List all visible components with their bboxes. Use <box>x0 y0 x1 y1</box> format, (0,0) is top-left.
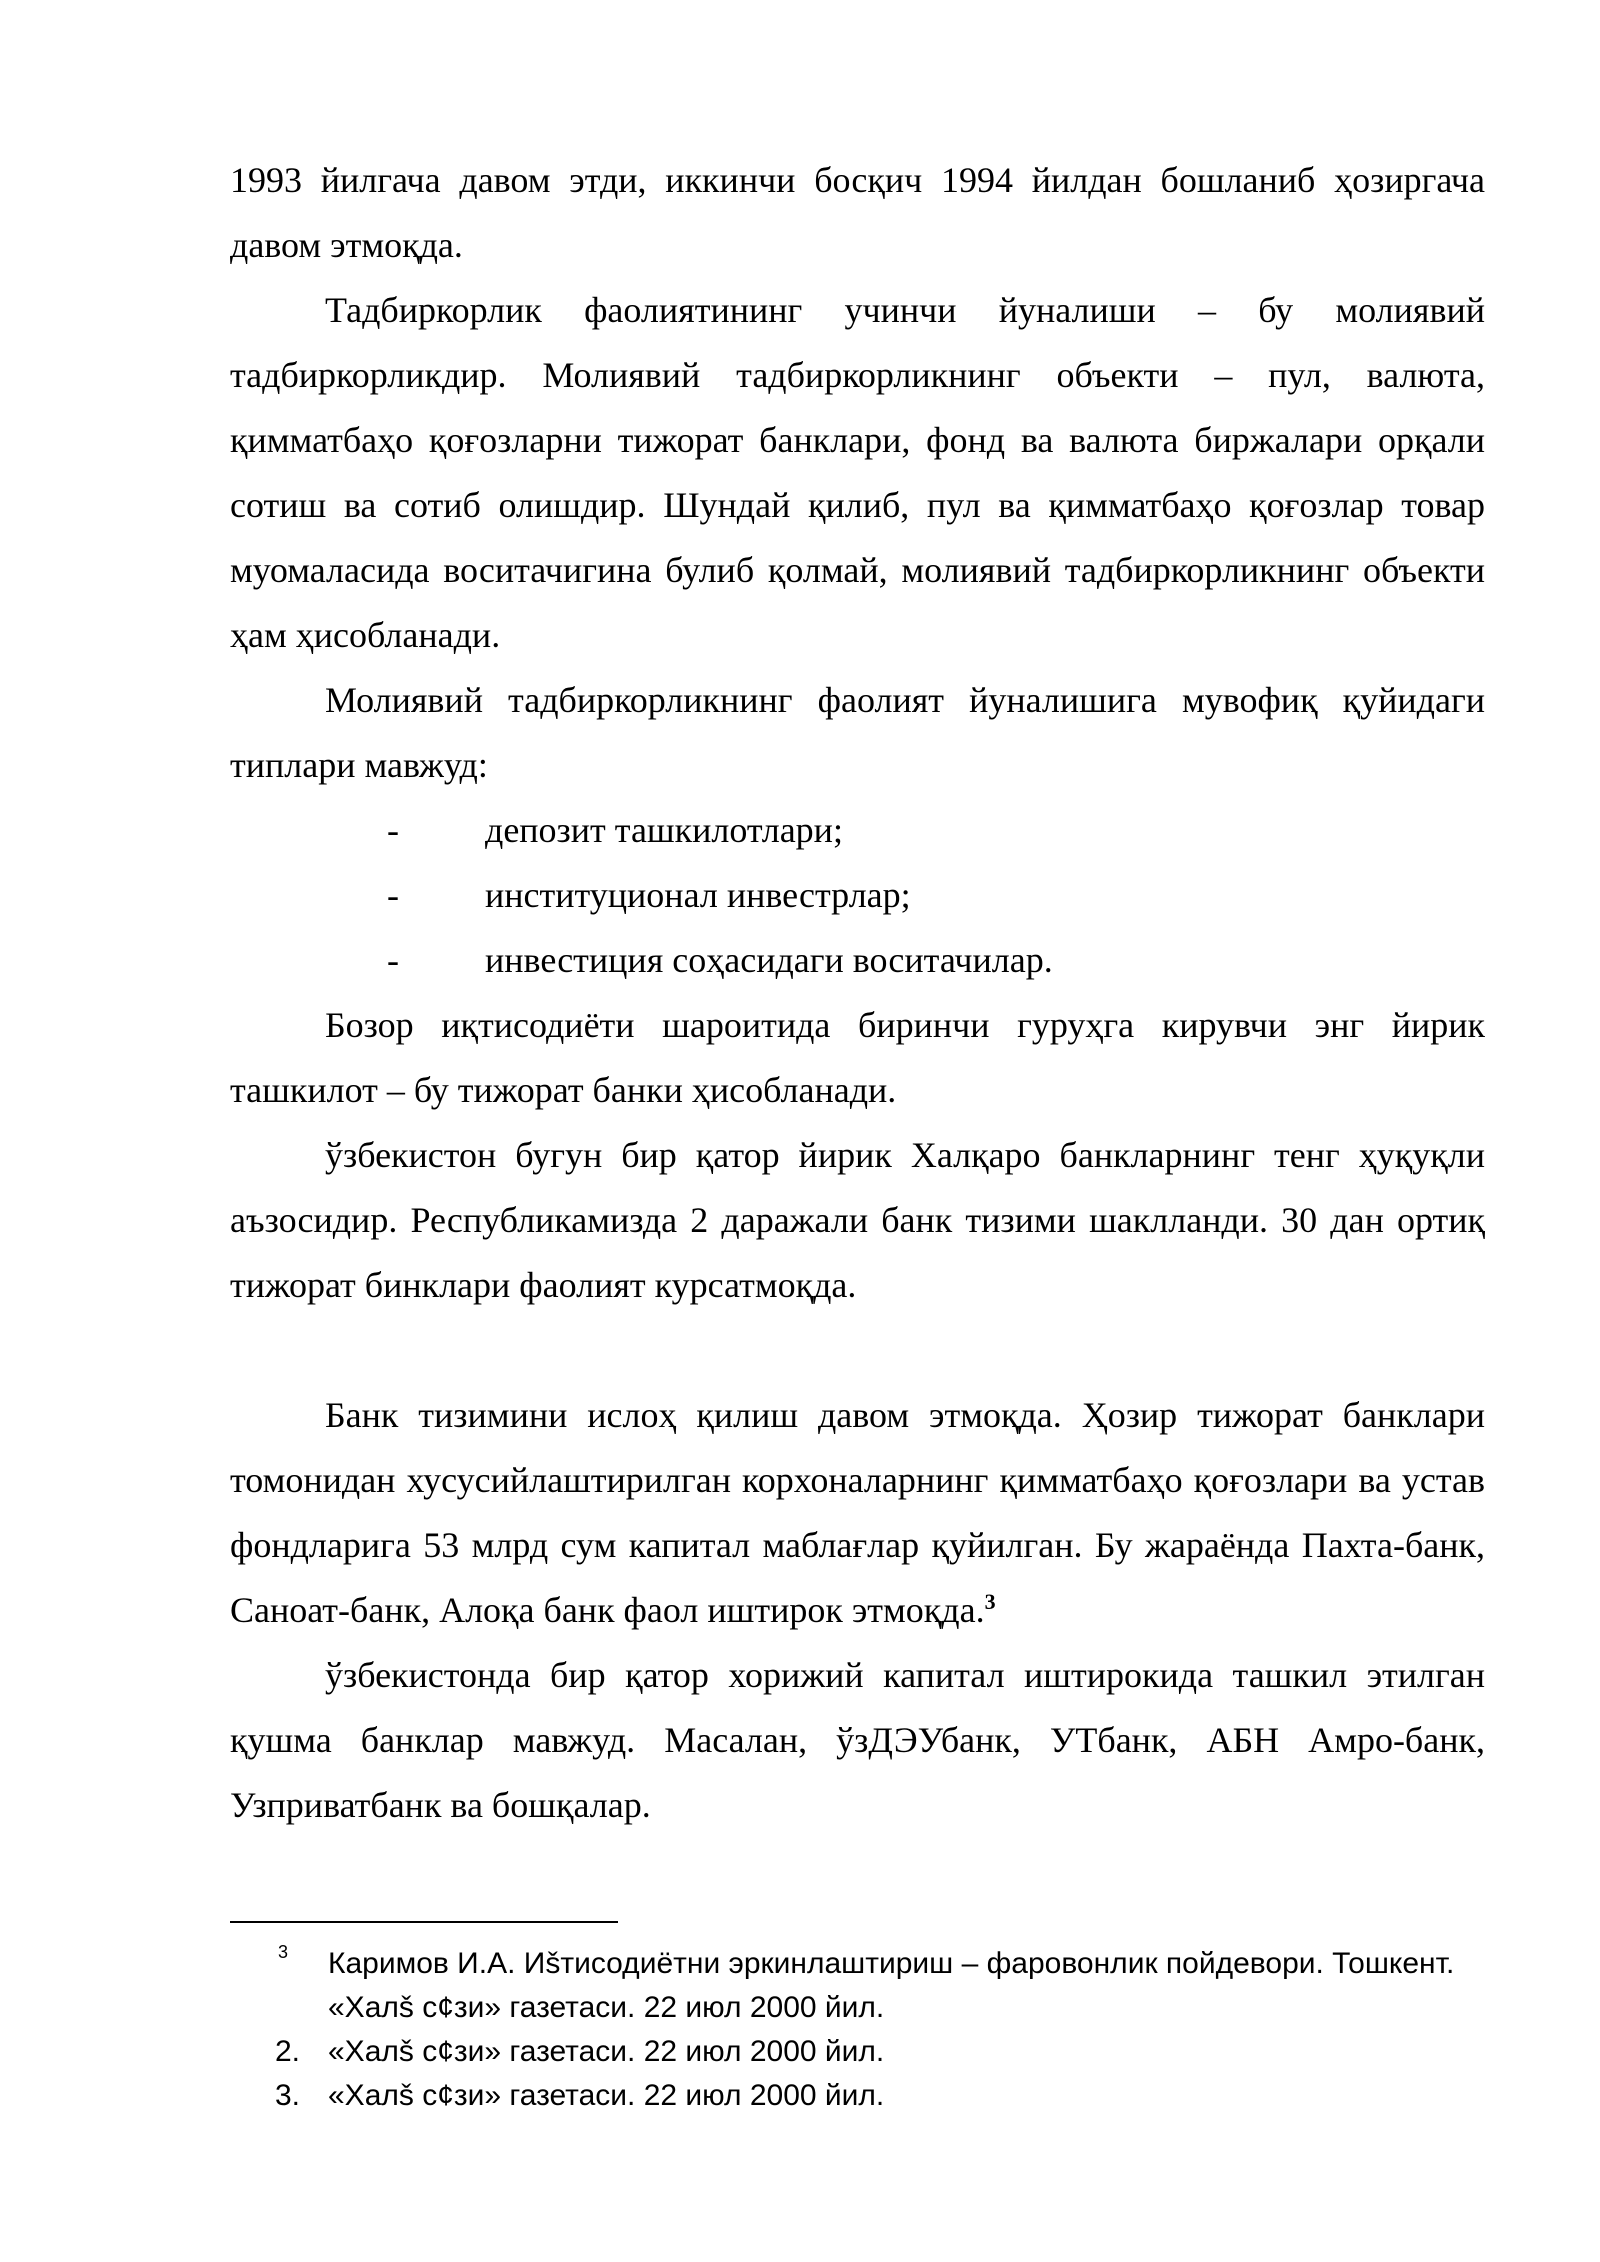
list-dash: - <box>387 940 399 980</box>
footnotes <box>230 1942 1490 2118</box>
paragraph-5: ўзбекистон бугун бир қатор йирик Халқаро банкларнинг тенг ҳуқуқли аъзосидир. Республикамизда 2 даражали банк тизими шаклланди. 30 дан ортиқ тижорат бинклари фаолият курсатмоқда. <box>230 1135 1485 1305</box>
footnote-separator <box>230 1921 618 1923</box>
list-item <box>230 928 1485 993</box>
footnote-item <box>230 2074 1490 2118</box>
footnote-text: «Халš с¢зи» газетаси. 22 июл 2000 йил. <box>328 2079 885 2112</box>
paragraph-4: Бозор иқтисодиёти шароитида биринчи гуруҳга кирувчи энг йирик ташкилот – бу тижорат банки ҳисобланади. <box>230 1005 1485 1110</box>
paragraph-2: Тадбиркорлик фаолиятининг учинчи йуналиши – бу молиявий тадбиркорликдир. Молиявий тадбиркорликнинг объекти – пул, валюта, қимматбаҳо қоғозларни тижорат банклари, фонд ва валюта биржалари орқали сотиш ва сотиб олишдир. Шундай қилиб, пул ва қимматбаҳо қоғозлар товар муомаласида воситачигина булиб қолмай, молиявий тадбиркорликнинг объекти ҳам ҳисобланади. <box>230 290 1485 655</box>
footnote-reference[interactable]: 3 <box>984 1589 996 1614</box>
paragraph-6 <box>230 1383 1485 1643</box>
list-item-text: институционал инвестрлар; <box>485 875 911 915</box>
bullet-list <box>230 798 1485 993</box>
paragraph-3: Молиявий тадбиркорликнинг фаолият йуналишига мувофиқ қуйидаги типлари мавжуд: <box>230 680 1485 785</box>
list-item-text: депозит ташкилотлари; <box>485 810 843 850</box>
footnote-item <box>230 1942 1490 2030</box>
footnote-text: «Халš с¢зи» газетаси. 22 июл 2000 йил. <box>328 2035 885 2068</box>
list-dash: - <box>387 875 399 915</box>
footnote-marker: 3. <box>275 2079 301 2112</box>
list-item <box>230 863 1485 928</box>
footnote-marker: 3 <box>278 1942 289 1962</box>
body-text <box>230 148 1485 1838</box>
footnote-marker: 2. <box>275 2035 301 2068</box>
paragraph-1: 1993 йилгача давом этди, иккинчи босқич 1994 йилдан бошланиб ҳозиргача давом этмоқда. <box>230 160 1485 265</box>
paragraph-6-text: Банк тизимини ислоҳ қилиш давом этмоқда. Ҳозир тижорат банклари томонидан хусусийлаштирилган корхоналарнинг қимматбаҳо қоғозлари ва устав фондларига 53 млрд сум капитал маблағлар қуйилган. Бу жараёнда Пахта-банк, Саноат-банк, Алоқа банк фаол иштирок этмоқда. <box>230 1395 1485 1630</box>
paragraph-7: ўзбекистонда бир қатор хорижий капитал иштирокида ташкил этилган қушма банклар мавжуд. Масалан, ўзДЭУбанк, УТбанк, АБН Амро-банк, Узприватбанк ва бошқалар. <box>230 1655 1485 1825</box>
list-item <box>230 798 1485 863</box>
list-dash: - <box>387 810 399 850</box>
footnote-text: Каримов И.А. Иšтисодиётни эркинлаштириш – фаровонлик пойдевори. Тошкент. «Халš с¢зи» газетаси. 22 июл 2000 йил. <box>328 1947 1455 2024</box>
list-item-text: инвестиция соҳасидаги воситачилар. <box>485 940 1053 980</box>
footnote-item <box>230 2030 1490 2074</box>
